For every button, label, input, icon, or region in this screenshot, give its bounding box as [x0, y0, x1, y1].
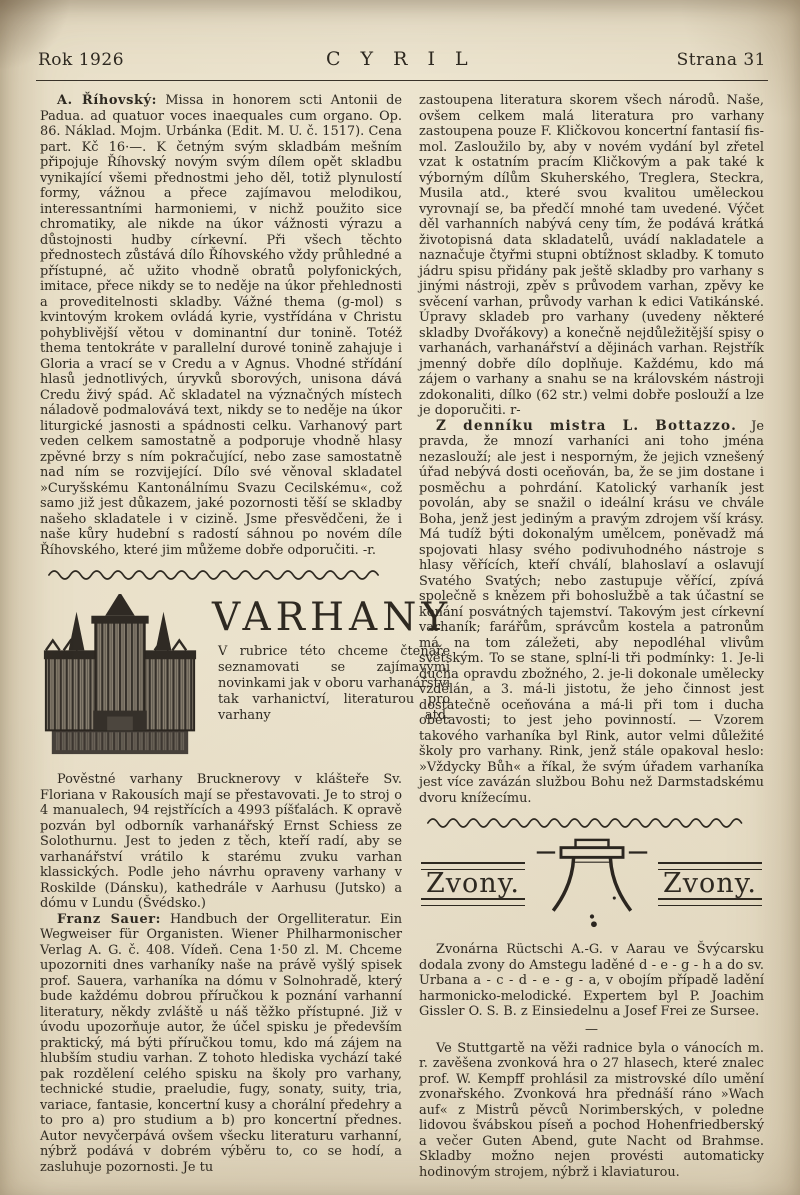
bell-icon [529, 836, 655, 932]
varhany-heading-block [204, 594, 452, 740]
masthead-title: C Y R I L [325, 48, 475, 70]
wavy-divider [426, 816, 757, 828]
double-rule [421, 898, 525, 906]
zvony-label-left-block [421, 862, 525, 907]
header-year: Rok 1926 [38, 50, 125, 70]
zvony-label-left: Zvony. [426, 867, 520, 899]
page-header [38, 48, 766, 70]
varhany-section [36, 594, 453, 762]
article-bottazzo [419, 419, 764, 807]
article-sauer [40, 912, 402, 1176]
article-rihovsky-lead: A. Říhovský: [57, 93, 157, 108]
zvony-label-right-block [658, 862, 762, 907]
paragraph-bruckner-organ: Pověstné varhany Brucknerovy v klášteře Sv. Floriana v Rakousích mají se přestavovati. Je to stroj o 4 manualech, 94 rejstřících a 4993 píšťalách. K opravě pozván byl odborník varhanářský Ernst Schiess ze Solothurnu. Jest to jeden z těch, kteří radí, aby se varhanářství vrátilo k starému zvuku varhan klassických. Podle jeho návrhu opraveny varhany v Roskilde (Dánsku), kathedrále v Aarhusu (Jutsko) a dómu v Lundu (Švédsko.) [40, 772, 402, 911]
header-rule [36, 80, 768, 81]
paragraph-ructschi-bells: Zvonárna Rüctschi A.-G. v Aarau ve Švýcarsku dodala zvony do Amstegu laděné d - e - g - h a do sv. Urbana a - c - d - e - g - a, v obojím případě ladění harmonicko-melodické. Expertem byl P. Joachim Gissler O. S. B. z Einsiedelnu a Josef Frei ze Sursee. [419, 942, 764, 1019]
article-bottazzo-body: Je pravda, že mnozí varhaníci ani toho jména nezaslouží; ale jest i nesporným, že jejich vznešený úřad nebývá dosti oceňován, ba, že se jim dostane i posměchu a pohrdání. Katolický varhaník jest povolán, aby se snažil o ideální krásu ve chvále Boha, jenž jest jediným a pravým zdrojem vší krásy. Má tudíž býti dokonalým umělcem, poněvadž má spojovati hlasy svého podivuhodného nástroje s hlasy věřících, kteří chválí, blahoslaví a oslavují Svatého Svatých; nebo zastupuje věřící, zpívá společně s knězem při bohoslužbě a tak účastní se konání posvátných tajemství. Takovým jest církevní varhaník; farářům, správcům kostela a patronům má na tom záležeti, aby nepodléhal vlivům světským. To se stane, splní-li tři podmínky: 1. Je-li ducha opravdu zbožného, 2. je-li dokonale umělecky vzdělán, a 3. má-li jistotu, že jeho činnost jest dostatečně oceňována a má-li při tom i ducha obětavosti; to jest jeho povinností. — Vzorem takového varhaníka byl Rink, autor velmi důležité školy pro varhany. Rink, jenž stále opakoval heslo: »Vždycky Bůh« a říkal, že svým úřadem varhaníka jest více zavázán službou Bohu než Darmstadskému dvoru knížecímu. [419, 418, 764, 806]
wavy-divider [47, 568, 395, 580]
column-left [40, 93, 453, 1195]
article-rihovsky [40, 93, 402, 558]
double-rule [658, 898, 762, 906]
two-column-body [40, 93, 764, 1195]
column-right [419, 93, 764, 1195]
short-divider: — [585, 1021, 598, 1037]
article-rihovsky-body: Missa in honorem scti Antonii de Padua. ad quatuor voces inaequales cum organo. Op. 86. Náklad. Mojm. Urbánka (Edit. M. U. č. 1517). Cena part. Kč 16·—. K četným svým skladbám mešním připojuje Říhovský novým svým dílem opět skladbu vynikající všemi přednostmi jeho děl, totiž plynulostí formy, vážnou a přece zajímavou melodikou, interessantními harmoniemi, v nichž použito sice chromatiky, ale nikde na úkor vážnosti výrazu a důstojnosti hudby církevní. Při všech těchto přednostech zůstává dílo Říhovského vždy průhledné a přístupné, ač užito vhodně obratů polyfonických, imitace, přece nikdy se to neděje na úkor přehlednosti a proveditelnosti skladby. Vážné thema (g-mol) s kvintovým krokem ovládá kyrie, vystřídána v Christu pohyblivější větou v dominantní dur tonině. Totéž thema tentokráte v parallelní durové tonině zahajuje i Gloria a vrací se v Credu a v Agnus. Vhodné střídání hlasů jednotlivých, úryvků sborových, unisona dává Credu živý spád. Ač skladatel na význačných místech náladově podmalovává text, nikdy se to neděje na úkor liturgické jasnosti a spádnosti celku. Varhanový part veden celkem samostatně a podporuje vhodně hlasy zpěvné brzy s ním pokračující, nebo zase samostatně nad ním se rozvijející. Dílo své věnoval skladatel »Curyšskému Kantonálnímu Svazu Cecilskému«, což samo již jest důkazem, jaké pozornosti těší se skladby našeho skladatele i v cizině. Jsme přesvědčeni, že i naše kůry hudební s radostí sáhnou po novém díle Říhovského, které jim můžeme dobře odporučiti. [40, 93, 402, 558]
article-rihovsky-signature: -r. [362, 542, 377, 558]
organ-engraving [36, 594, 204, 762]
paragraph-continuation [419, 93, 764, 419]
zvony-label-right: Zvony. [663, 867, 757, 899]
paragraph-continuation-body: zastoupena literatura skorem všech národů. Naše, ovšem celkem malá literatura pro varhany zastoupena pouze F. Kličkovou koncertní fantasií fis-mol. Zasloužilo by, aby v novém vydání byl zřetel vzat k ostatním pracím Kličkovým a pak také k výborným dílům Skuherského, Treglera, Steckra, Musila atd., které svou kvalitou uměleckou vyrovnají se, ba předčí mnohé tam uvedené. Výčet děl varhanních nabývá ceny tím, že podává krátká životopisná data skladatelů, uvádí nakladatele a naznačuje čtyřmi stupni obtížnost skladby. K tomuto jádru spisu přidány pak ještě skladby pro varhany s jinými nástroji, zpěv s průvodem varhan, zpěvy ke svěcení varhan, průvody varhan k edici Vatikánské. Úpravy skladeb pro varhany (uvedeny některé skladby Dvořákovy) a konečně nejdůležitější spisy o varhanách, varhanářství a dějinách varhan. Rejstřík jmenný dobře dílo doplňuje. Každému, kdo má zájem o varhany a snahu se na královském nástroji zdokonaliti, dílko (62 str.) velmi dobře poslouží a lze je doporučiti. [419, 93, 764, 418]
paragraph-stuttgart-carillon: Ve Stuttgartě na věži radnice byla o vánocích m. r. zavěšena zvonková hra o 27 hlasech, které znalec prof. W. Kempff prohlásil za mistrovské dílo umění zvonařského. Zvonková hra přednáší ráno »Wach auf« z Mistrů pěvců Norimberských, v poledne lidovou švábskou píseň a pochod Hohenfriedberský a večer Guten Abend, gute Nacht od Brahmse. Skladby možno nejen provésti automaticky hodinovým strojem, nýbrž i klaviaturou. [419, 1040, 764, 1180]
article-sauer-lead: Franz Sauer: [57, 911, 162, 927]
zvony-section-header [421, 836, 762, 932]
varhany-section-intro: V rubrice této chceme čtenáře seznamovati se zajímavými novinkami jak v oboru varhanářství tak varhanictví, literaturou pro varhany atd. [218, 643, 451, 723]
paragraph-continuation-signature: r- [510, 403, 521, 418]
article-sauer-body: Handbuch der Orgelliteratur. Ein Wegweiser für Organisten. Wiener Philharmonischer Verlag A. G. č. 408. Vídeň. Cena 1·50 zl. M. Chceme upozorniti dnes varhaníky naše na právě vyšlý spisek prof. Sauera, varhaníka na dómu v Solnohradě, který bude každému dobrou příručkou k poznání varhanní literatury, někdy zvláště u náš těžko přístupné. Již v úvodu upozorňuje autor, že účel spisku je především praktický, má býti příručkou tomu, kdo má zájem na hlubším studiu varhan. Z tohoto hlediska vychází také pak rozdělení celého spisku na školy pro varhany, technické studie, praeludie, fugy, sonaty, suity, tria, variace, fantasie, koncertní kusy a chorální předehry a to pro a) pro studium a b) pro koncertní přednes. Autor nevyčerpává ovšem všecku literaturu varhanní, nýbrž podává v dobrém výběru to, co se hodí, a zasluhuje pozornosti. Je tu [40, 911, 403, 1175]
article-bottazzo-lead: Z denníku mistra L. Bottazzo. [436, 417, 738, 434]
header-page-number: Strana 31 [676, 50, 766, 70]
varhany-section-title: VARHANY [212, 595, 453, 640]
